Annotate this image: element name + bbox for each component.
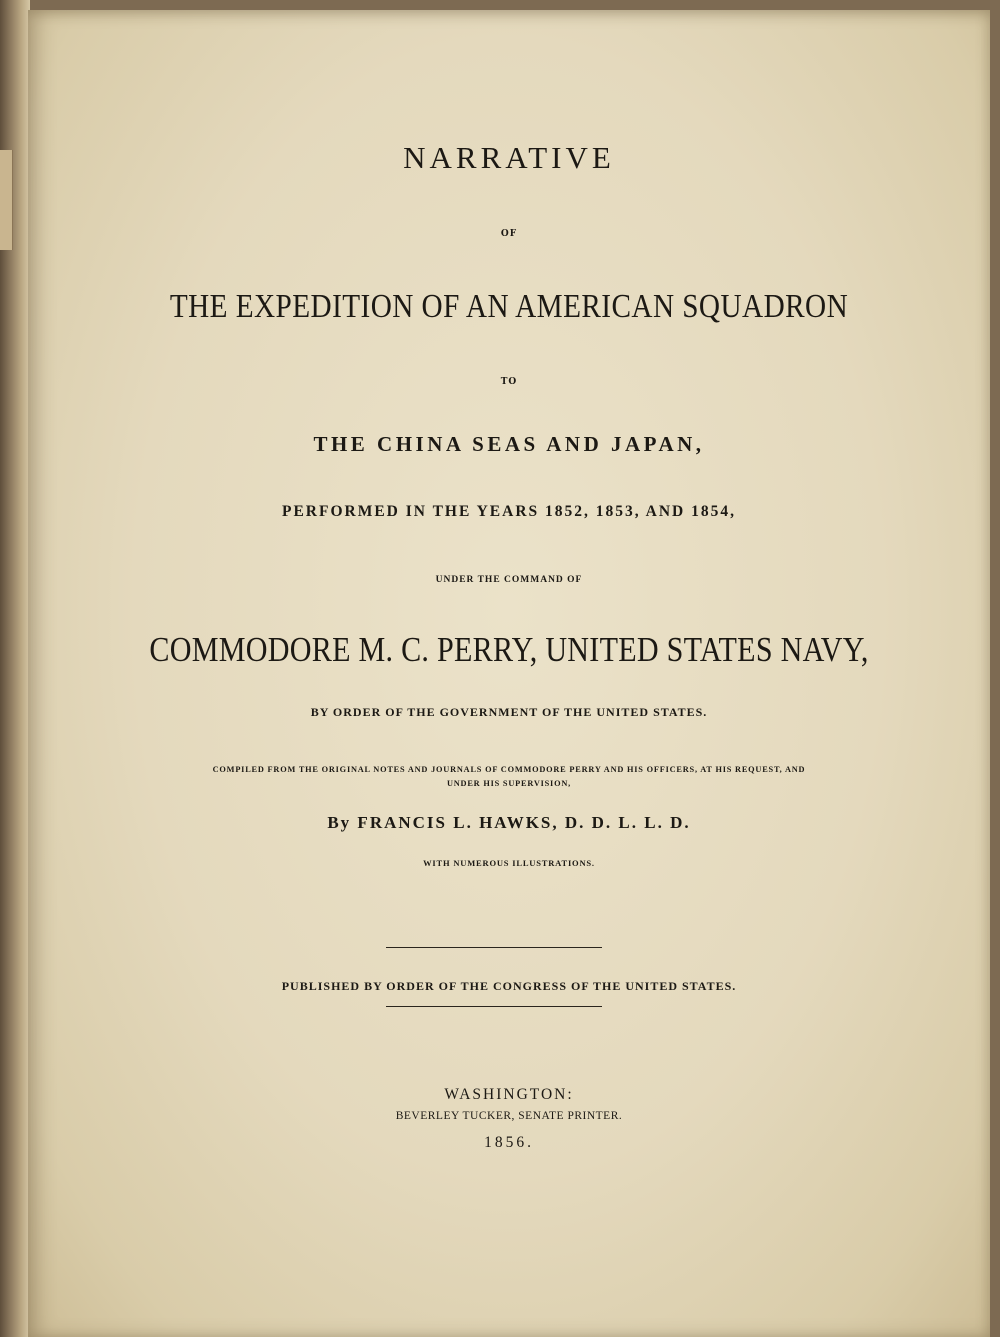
divider-rule-bottom	[386, 1006, 602, 1007]
government-order-line: BY ORDER OF THE GOVERNMENT OF THE UNITED STATES.	[310, 705, 708, 719]
heading-narrative: NARRATIVE	[403, 140, 615, 175]
connector-of: OF	[500, 229, 518, 239]
connector-to: TO	[500, 377, 518, 387]
book-binding-edge	[0, 0, 30, 1337]
author-line: By FRANCIS L. HAWKS, D. D. L. L. D.	[327, 813, 691, 832]
illustrations-line: WITH NUMEROUS ILLUSTRATIONS.	[423, 858, 595, 868]
compiled-note	[28, 763, 990, 791]
years-line: PERFORMED IN THE YEARS 1852, 1853, AND 1854,	[282, 503, 736, 520]
main-title: THE EXPEDITION OF AN AMERICAN SQUADRON	[169, 288, 849, 325]
commander-line: COMMODORE M. C. PERRY, UNITED STATES NAVY,	[149, 630, 869, 669]
compiled-note-line-1: COMPILED FROM THE ORIGINAL NOTES AND JOURNALS OF COMMODORE PERRY AND HIS OFFICERS, AT HIS REQUEST, AND	[212, 765, 806, 774]
destination-line: THE CHINA SEAS AND JAPAN,	[313, 432, 705, 456]
imprint-city: WASHINGTON:	[444, 1086, 574, 1103]
page-edge-tab	[0, 150, 13, 250]
under-command-line: UNDER THE COMMAND OF	[435, 575, 583, 585]
title-page	[28, 10, 990, 1337]
congress-order-line: PUBLISHED BY ORDER OF THE CONGRESS OF THE UNITED STATES.	[281, 979, 737, 993]
imprint-year: 1856.	[484, 1134, 534, 1151]
imprint-printer: BEVERLEY TUCKER, SENATE PRINTER.	[395, 1110, 623, 1122]
divider-rule-top	[386, 947, 602, 948]
compiled-note-line-2: UNDER HIS SUPERVISION,	[446, 779, 572, 788]
